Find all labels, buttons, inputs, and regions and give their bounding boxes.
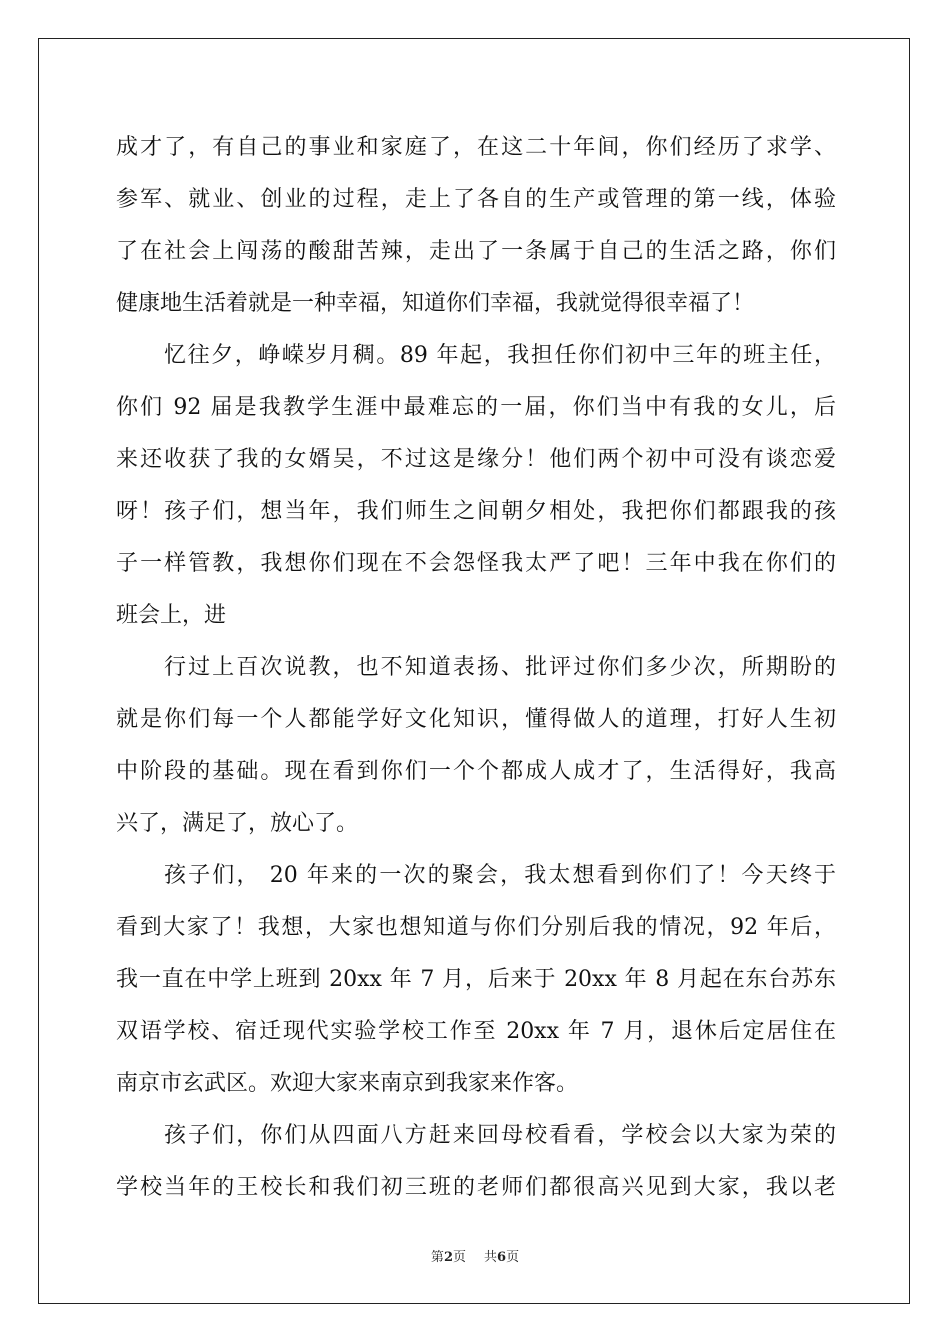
text-line: 健康地生活着就是一种幸福，知道你们幸福，我就觉得很幸福了！	[116, 291, 755, 316]
text-line: 呀！孩子们，想当年，我们师生之间朝夕相处，我把你们都跟我的孩	[116, 499, 836, 524]
text-line: 南京市玄武区。欢迎大家来南京到我家来作客。	[116, 1071, 579, 1096]
text-line: 子一样管教，我想你们现在不会怨怪我太严了吧！三年中我在你们的	[116, 551, 836, 576]
text-line: 参军、就业、创业的过程，走上了各自的生产或管理的第一线，体验	[116, 187, 836, 212]
page-footer	[0, 1246, 950, 1265]
text-line: 班会上，进	[116, 603, 227, 628]
text-line: 就是你们每一个人都能学好文化知识，懂得做人的道理，打好人生初	[116, 707, 836, 732]
text-line: 成才了，有自己的事业和家庭了，在这二十年间，你们经历了求学、	[116, 135, 836, 160]
text-line: 兴了，满足了，放心了。	[116, 811, 359, 836]
text-line: 中阶段的基础。现在看到你们一个个都成人成才了，生活得好，我高	[116, 759, 836, 784]
paragraph-start-line: 行过上百次说教，也不知道表扬、批评过你们多少次，所期盼的	[164, 655, 836, 680]
text-line: 学校当年的王校长和我们初三班的老师们都很高兴见到大家，我以老	[116, 1175, 836, 1200]
page-prefix: 第	[430, 1250, 444, 1265]
total-suffix: 页	[506, 1250, 520, 1265]
text-line: 我一直在中学上班到 20xx 年 7 月，后来于 20xx 年 8 月起在东台苏东	[116, 967, 836, 992]
text-line: 看到大家了！我想，大家也想知道与你们分别后我的情况，92 年后，	[116, 915, 836, 940]
page-suffix: 页	[452, 1250, 466, 1265]
paragraph-start-line: 忆往夕，峥嵘岁月稠。89 年起，我担任你们初中三年的班主任，	[164, 343, 836, 368]
text-line: 双语学校、宿迁现代实验学校工作至 20xx 年 7 月，退休后定居住在	[116, 1019, 836, 1044]
total-pages: 6	[497, 1250, 507, 1265]
document-body	[116, 126, 836, 1218]
paragraph-start-line: 孩子们， 20 年来的一次的聚会，我太想看到你们了！今天终于	[164, 863, 836, 888]
total-prefix: 共	[484, 1250, 498, 1265]
text-line: 来还收获了我的女婿吴，不过这是缘分！他们两个初中可没有谈恋爱	[116, 447, 836, 472]
page-number: 2	[443, 1250, 453, 1265]
text-line: 了在社会上闯荡的酸甜苦辣，走出了一条属于自己的生活之路，你们	[116, 239, 836, 264]
text-line: 你们 92 届是我教学生涯中最难忘的一届，你们当中有我的女儿，后	[116, 395, 836, 420]
paragraph-start-line: 孩子们，你们从四面八方赶来回母校看看，学校会以大家为荣的	[164, 1123, 836, 1148]
